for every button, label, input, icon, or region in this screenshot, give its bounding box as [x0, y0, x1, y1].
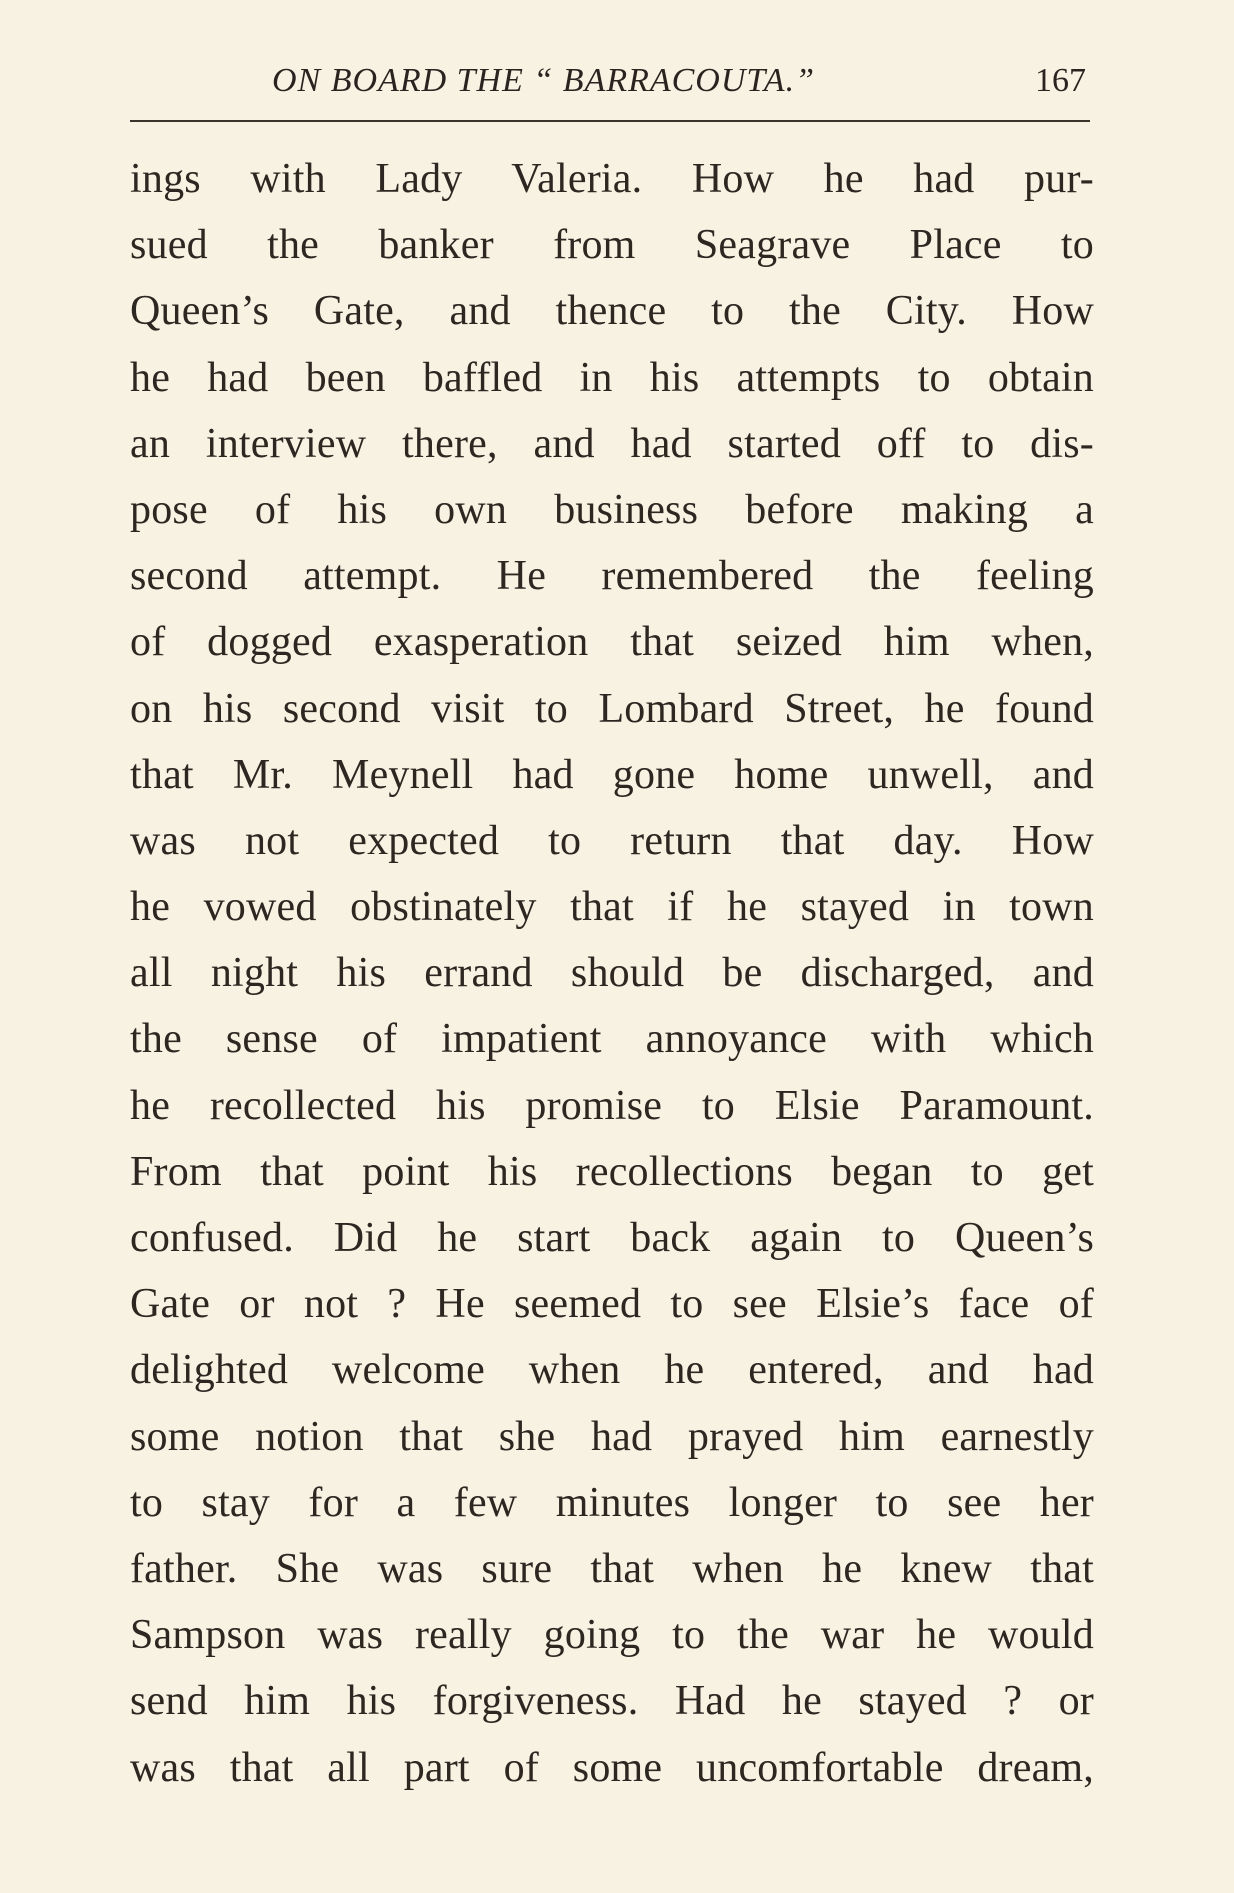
text-line: all night his errand should be discharged, and: [130, 950, 1094, 997]
text-line: on his second visit to Lombard Street, he found: [130, 685, 1094, 732]
text-line: pose of his own business before making a: [130, 486, 1094, 533]
text-line: of dogged exasperation that seized him when,: [130, 619, 1094, 666]
text-line: send him his forgiveness. Had he stayed ? or: [130, 1678, 1094, 1725]
text-line: confused. Did he start back again to Queen’s: [130, 1215, 1094, 1261]
text-line: ings with Lady Valeria. How he had pur-: [130, 156, 1094, 202]
running-title: ON BOARD THE “ BARRACOUTA.”: [272, 62, 815, 99]
text-line: second attempt. He remembered the feeling: [130, 553, 1094, 600]
text-line: father. She was sure that when he knew that: [130, 1545, 1094, 1592]
page-header: [130, 62, 1090, 112]
text-line: that Mr. Meynell had gone home unwell, and: [130, 751, 1094, 798]
body-text: [130, 146, 1094, 1801]
text-line: sued the banker from Seagrave Place to: [130, 222, 1094, 269]
text-line: Queen’s Gate, and thence to the City. How: [130, 288, 1094, 335]
text-line: some notion that she had prayed him earnestly: [130, 1413, 1094, 1460]
text-line: From that point his recollections began to get: [130, 1148, 1094, 1195]
text-line: he had been baffled in his attempts to obtain: [130, 354, 1094, 401]
text-line: was not expected to return that day. How: [130, 817, 1094, 864]
text-line: he vowed obstinately that if he stayed in town: [130, 884, 1094, 931]
text-line: the sense of impatient annoyance with which: [130, 1016, 1094, 1063]
text-line: an interview there, and had started off to dis-: [130, 420, 1094, 467]
text-line: delighted welcome when he entered, and had: [130, 1347, 1094, 1394]
text-line: Gate or not ? He seemed to see Elsie’s face of: [130, 1281, 1094, 1328]
text-line: to stay for a few minutes longer to see her: [130, 1479, 1094, 1526]
text-line: Sampson was really going to the war he would: [130, 1612, 1094, 1659]
page-number: 167: [1035, 62, 1086, 99]
text-line: he recollected his promise to Elsie Paramount.: [130, 1082, 1094, 1129]
text-line: was that all part of some uncomfortable dream,: [130, 1744, 1094, 1791]
header-rule: [130, 120, 1090, 122]
